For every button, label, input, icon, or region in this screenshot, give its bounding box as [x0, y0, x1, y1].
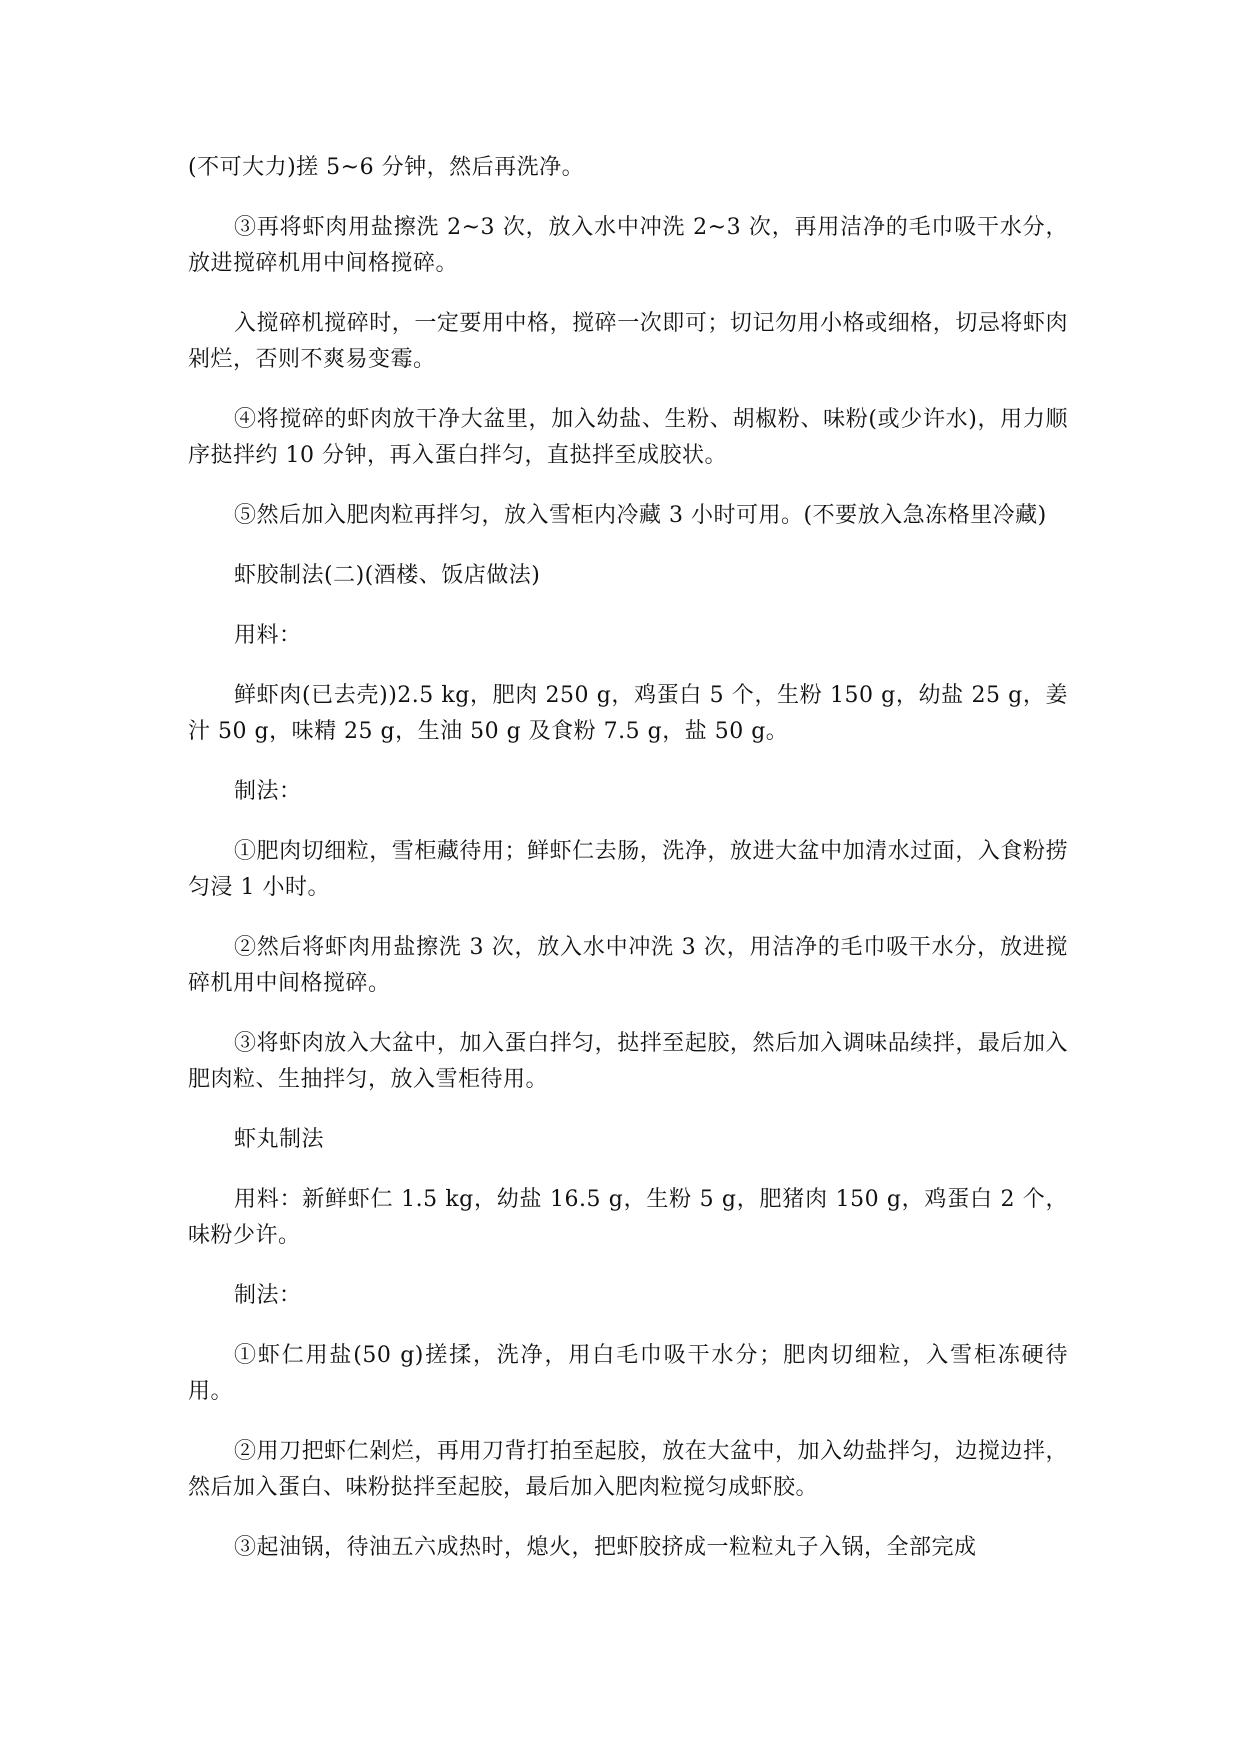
paragraph-step-4-mix: ④将搅碎的虾肉放干净大盆里，加入幼盐、生粉、胡椒粉、味粉(或少许水)，用力顺序挞拌约 10 分钟，再入蛋白拌匀，直挞拌至成胶状。 — [188, 407, 1068, 468]
shrimp-ball-step-3: ③起油锅，待油五六成热时，熄火，把虾胶挤成一粒粒丸子入锅，全部完成 — [234, 1535, 977, 1560]
document-page — [188, 150, 1068, 1590]
paragraph-method-step-3: ③将虾肉放入大盆中，加入蛋白拌匀，挞拌至起胶，然后加入调味品续拌，最后加入肥肉粒、生抽拌匀，放入雪柜待用。 — [188, 1031, 1068, 1092]
shrimp-ball-method-label: 制法： — [234, 1283, 302, 1308]
paragraph-step-5-chill: ⑤然后加入肥肉粒再拌匀，放入雪柜内冷藏 3 小时可用。(不要放入急冻格里冷藏) — [234, 503, 1047, 528]
paragraph-continuation: (不可大力)搓 5~6 分钟，然后再洗净。 — [188, 155, 585, 180]
section-heading-shrimp-paste-2: 虾胶制法(二)(酒楼、饭店做法) — [234, 563, 541, 588]
method-label: 制法： — [234, 779, 302, 804]
shrimp-ball-step-2: ②用刀把虾仁剁烂，再用刀背打拍至起胶，放在大盆中，加入幼盐拌匀，边搅边拌，然后加入蛋白、味粉挞拌至起胶，最后加入肥肉粒搅匀成虾胶。 — [188, 1439, 1068, 1500]
paragraph-step-3-wash: ③再将虾肉用盐擦洗 2~3 次，放入水中冲洗 2~3 次，再用洁净的毛巾吸干水分，放进搅碎机用中间格搅碎。 — [188, 215, 1068, 276]
paragraph-method-step-2: ②然后将虾肉用盐擦洗 3 次，放入水中冲洗 3 次，用洁净的毛巾吸干水分，放进搅碎机用中间格搅碎。 — [188, 935, 1068, 996]
ingredients-label: 用料： — [234, 623, 302, 648]
paragraph-grinder-note: 入搅碎机搅碎时，一定要用中格，搅碎一次即可；切记勿用小格或细格，切忌将虾肉剁烂，否则不爽易变霉。 — [188, 311, 1068, 372]
paragraph-method-step-1: ①肥肉切细粒，雪柜藏待用；鲜虾仁去肠，洗净，放进大盆中加清水过面，入食粉捞匀浸 1 小时。 — [188, 839, 1068, 900]
shrimp-ball-step-1: ①虾仁用盐(50 g)搓揉，洗净，用白毛巾吸干水分；肥肉切细粒，入雪柜冻硬待用。 — [188, 1343, 1068, 1404]
shrimp-ball-ingredients: 用料：新鲜虾仁 1.5 kg，幼盐 16.5 g，生粉 5 g，肥猪肉 150 g，鸡蛋白 2 个，味粉少许。 — [188, 1187, 1068, 1248]
ingredients-list: 鲜虾肉(已去壳))2.5 kg，肥肉 250 g，鸡蛋白 5 个，生粉 150 g，幼盐 25 g，姜汁 50 g，味精 25 g，生油 50 g 及食粉 7.5 g，盐 50 g。 — [188, 683, 1068, 744]
section-heading-shrimp-balls: 虾丸制法 — [234, 1127, 325, 1152]
